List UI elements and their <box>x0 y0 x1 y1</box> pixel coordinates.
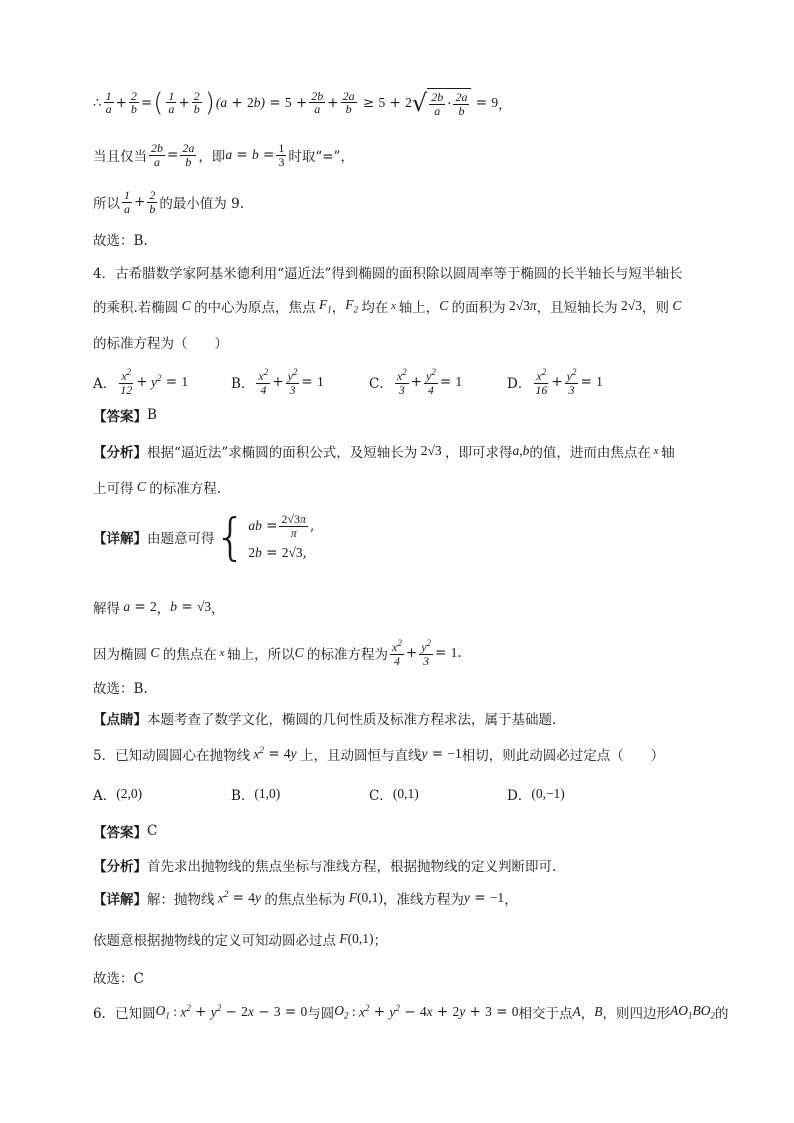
q6-stem: 6．已知圆 $O_1$ : $x^2$ + $y^2$ − 2 x − 3 = 0 与圆 $O_2$ : $x^2$ + $y^2$ − 4 x + 2 y + 3 = 0 相交于点 A ， B ，则四边形 $AO_1BO_2$ 的 <box>93 1003 729 1022</box>
q4-detail-system: 【详解】 由题意可得 { ab = $\frac{2√3\pi}{\pi}$ , 2b = 2√3, <box>93 508 315 566</box>
q4-solve-line: 解得 a = 2 ， b = √3 ， <box>93 599 225 617</box>
q5-choose: 故选：C <box>93 971 144 987</box>
q4-option-a[interactable]: A． $\frac{x^2}{12}$ + $y^2$ = 1 <box>93 367 189 397</box>
q5-detail-line1: 【详解】 解：抛物线 $x^2$ = 4 y 的焦点坐标为 F (0,1) ，准线方程为 y = −1 ， <box>93 889 518 908</box>
q4-standard-equation-line: 因为椭圆 C 的焦点在 x 轴上，所以 C 的标准方程为 $\frac{x^2}{4}$ + $\frac{y^2}{3}$ = 1 . <box>93 638 462 668</box>
min-value-line: 所以 $\frac{1}{a}$ + $\frac{2}{b}$ 的最小值为 9. <box>93 188 244 216</box>
q4-option-c[interactable]: C． $\frac{x^2}{3}$ + $\frac{y^2}{4}$ = 1 <box>369 367 463 397</box>
inequality-derivation-line: ∴ $\frac{1}{a}$ + $\frac{2}{b}$ = ( $\frac{1}{a}$ + $\frac{2}{b}$ ) (a + 2 b) = 5 + $\frac{2b}{a}$ + $\frac{2a}{b}$ ≥ 5 + 2 √ $\frac{2b}{a}$ · $\frac{2a}{b}$ = 9 ， <box>93 87 512 118</box>
q4-answer: 【答案】 B <box>93 407 157 425</box>
q4-analysis-line1: 【分析】 根据“逼近法”求椭圆的面积公式，及短轴长为 2√3 ，即可求得 a,b 的值，进而由焦点在 x 轴 <box>93 443 675 461</box>
q5-options <box>93 784 645 804</box>
choose-line-prev: 故选：B. <box>93 233 148 249</box>
q4-option-b[interactable]: B． $\frac{x^2}{4}$ + $\frac{y^2}{3}$ = 1 <box>231 367 324 397</box>
q5-answer: 【答案】 C <box>93 823 158 841</box>
q5-analysis: 【分析】 首先求出抛物线的焦点坐标与准线方程，根据抛物线的定义判断即可. <box>93 859 557 875</box>
q5-stem: 5．已知动圆圆心在抛物线 $x^2$ = 4 y 上，且动圆恒与直线 y = −1 相切，则此动圆必过定点（ ） <box>93 745 665 764</box>
q5-option-b[interactable]: B． (1,0) <box>231 786 281 804</box>
q4-stem-line3: 的标准方程为（ ） <box>93 336 228 352</box>
q4-stem-line1: 4．古希腊数学家阿基米德利用“逼近法”得到椭圆的面积除以圆周率等于椭圆的长半轴长与短半轴长 <box>93 266 683 282</box>
equality-condition-line: 当且仅当 $\frac{2b}{a}$ = $\frac{2a}{b}$ ，即 a = b = $\frac{1}{3}$ 时取“=”， <box>93 141 354 169</box>
q4-choose: 故选：B. <box>93 681 148 697</box>
q4-options <box>93 368 645 396</box>
q5-option-c[interactable]: C． (0,1) <box>369 786 419 804</box>
q5-detail-line2: 依题意根据抛物线的定义可知动圆必过点 F (0,1) ； <box>93 931 387 949</box>
q4-stem-line2: 的乘积.若椭圆 C 的中心为原点，焦点 $F_1$ ， $F_2$ 均在 x 轴上， C 的面积为 2√3 π ，且短轴长为 2√3 ，则 C <box>93 297 682 316</box>
q4-analysis-line2: 上可得 C 的标准方程. <box>93 479 222 497</box>
q4-comment: 【点睛】 本题考查了数学文化，椭圆的几何性质及标准方程求法，属于基础题. <box>93 712 557 728</box>
q5-option-a[interactable]: A． (2,0) <box>93 786 143 804</box>
q4-option-d[interactable]: D． $\frac{x^2}{16}$ + $\frac{y^2}{3}$ = 1 <box>507 367 603 397</box>
q5-option-d[interactable]: D． (0,−1) <box>507 786 565 804</box>
